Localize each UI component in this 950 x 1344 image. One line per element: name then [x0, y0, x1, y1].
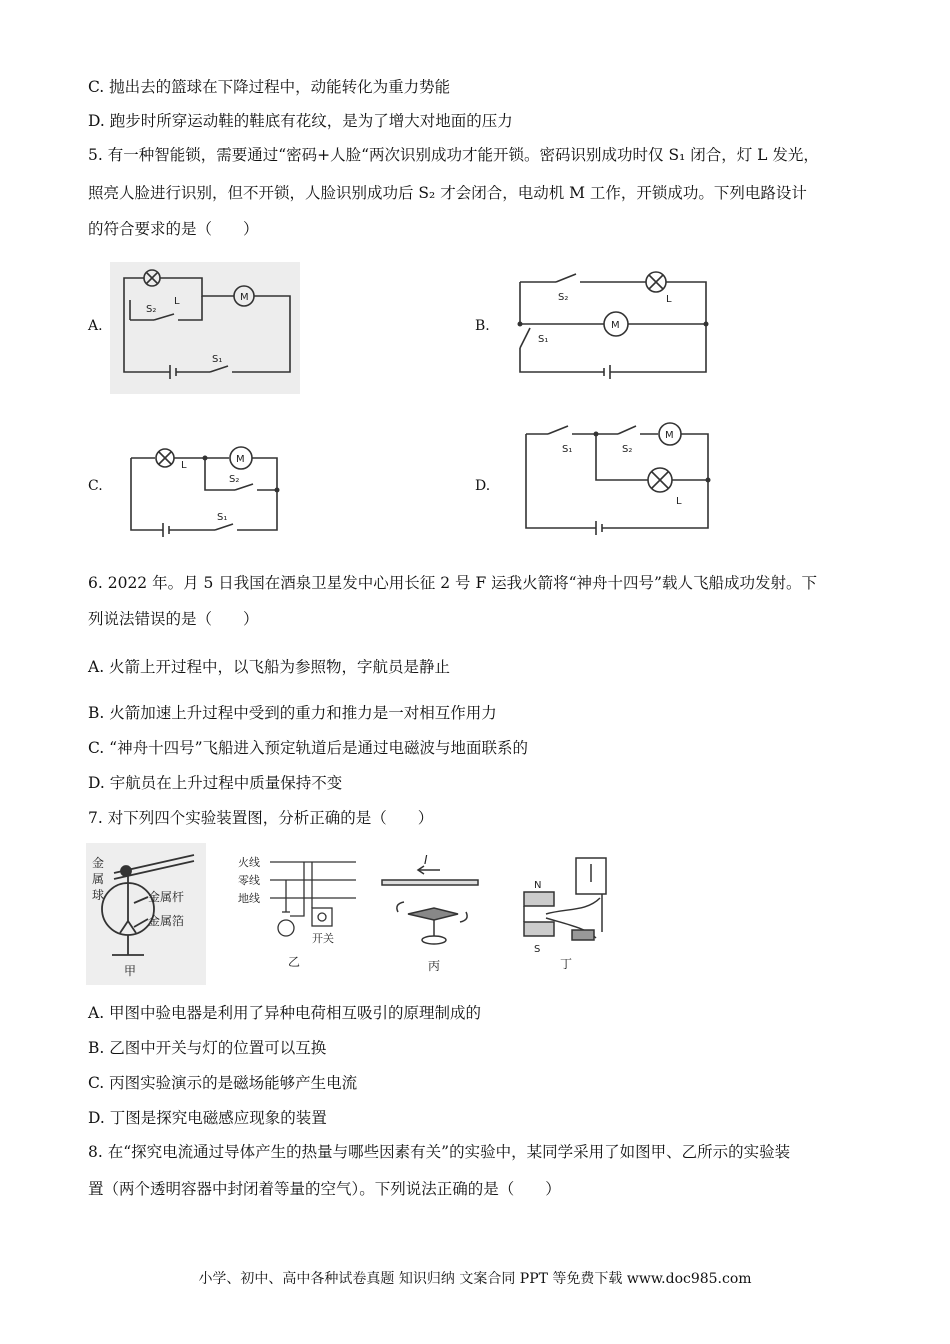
circuit-d-diagram [518, 420, 718, 538]
circuit-b-diagram [510, 262, 720, 394]
circuit-d-motor-label: M [665, 430, 674, 441]
circuit-a-s2-label: S₂ [146, 304, 157, 315]
q6-option-c: C. “神舟十四号”飞船进入预定轨道后是通过电磁波与地面联系的 [88, 739, 529, 757]
fig7-yi-neutral-label: 零线 [238, 874, 260, 887]
q6-option-a: A. 火箭上开过程中，以飞船为参照物，字航员是静止 [88, 658, 451, 676]
q7-option-b: B. 乙图中开关与灯的位置可以互换 [88, 1039, 327, 1057]
fig7-jia-foil-label: 金属箔 [148, 914, 185, 928]
q5-stem-line2: 照亮人脸进行识别，但不开锁，人脸识别成功后 S₂ 才会闭合，电动机 M 工作，开锁成功。下列电路设计 [88, 184, 807, 202]
fig7-bing-current-label: I [424, 853, 428, 867]
fig7-jia-ball-char3: 球 [92, 888, 105, 902]
circuit-b-s1-label: S₁ [538, 334, 549, 345]
q8-stem-line1: 8. 在“探究电流通过导体产生的热量与哪些因素有关”的实验中，某同学采用了如图甲、乙所示的实验装 [88, 1143, 791, 1161]
fig7-ding-s-label: S [534, 944, 541, 955]
fig7-jia-ball-char2: 属 [92, 872, 105, 886]
page-footer: 小学、初中、高中各种试卷真题 知识归纳 文案合同 PPT 等免费下载 www.doc985.com [198, 1271, 752, 1287]
fig7-yi-caption: 乙 [288, 955, 301, 969]
circuit-a-diagram [110, 262, 300, 394]
q7-option-c: C. 丙图实验演示的是磁场能够产生电流 [88, 1074, 358, 1092]
circuit-d-lamp-label: L [676, 496, 682, 507]
circuit-c-s2-label: S₂ [229, 474, 240, 485]
q5-option-a-label: A. [88, 318, 103, 334]
fig7-bing-caption: 丙 [428, 959, 441, 973]
q5-option-d-label: D. [475, 478, 491, 494]
fig7-yi-ground-label: 地线 [238, 892, 260, 905]
q6-option-b: B. 火箭加速上升过程中受到的重力和推力是一对相互作用力 [88, 704, 497, 722]
q8-stem-line2: 置（两个透明容器中封闭着等量的空气）。下列说法正确的是（ ） [88, 1180, 561, 1198]
circuit-a-s1-label: S₁ [212, 354, 223, 365]
q7-stem: 7. 对下列四个实验装置图，分析正确的是（ ） [88, 809, 434, 827]
q5-option-c-label: C. [88, 478, 103, 494]
q4-option-c: C. 抛出去的篮球在下降过程中，动能转化为重力势能 [88, 78, 451, 96]
q5-option-b-label: B. [475, 318, 490, 334]
fig7-electroscope [86, 843, 206, 985]
q5-stem-line1: 5. 有一种智能锁，需要通过“密码+人脸“两次识别成功才能开锁。密码识别成功时仅 S₁ 闭合，灯 L 发光， [88, 146, 819, 164]
circuit-b-motor-label: M [611, 320, 620, 331]
circuit-b-lamp-label: L [666, 294, 672, 305]
fig7-household-wiring [238, 850, 358, 980]
circuit-a-motor-label: M [240, 292, 249, 303]
fig7-ding-n-label: N [534, 880, 542, 891]
fig7-jia-ball-char1: 金 [92, 856, 105, 870]
circuit-c-motor-label: M [236, 454, 245, 465]
fig7-oersted-experiment [378, 852, 482, 976]
fig7-jia-rod-label: 金属杆 [148, 890, 185, 904]
q6-stem-line1: 6. 2022 年。月 5 日我国在酒泉卫星发中心用长征 2 号 F 运我火箭将“神舟十四号”载人飞船成功发射。下 [88, 574, 817, 592]
fig7-jia-caption: 甲 [124, 964, 137, 978]
circuit-a-lamp-label: L [174, 296, 180, 307]
circuit-b-s2-label: S₂ [558, 292, 569, 303]
circuit-c-s1-label: S₁ [217, 512, 228, 523]
q5-stem-line3: 的符合要求的是（ ） [88, 220, 259, 238]
fig7-ding-caption: 丁 [560, 957, 573, 971]
q4-option-d: D. 跑步时所穿运动鞋的鞋底有花纹，是为了增大对地面的压力 [88, 112, 513, 130]
fig7-induction-setup [516, 852, 616, 976]
q6-stem-line2: 列说法错误的是（ ） [88, 610, 259, 628]
circuit-d-s2-label: S₂ [622, 444, 633, 455]
circuit-c-diagram [125, 438, 285, 538]
q6-option-d: D. 宇航员在上升过程中质量保持不变 [88, 774, 343, 792]
circuit-c-lamp-label: L [181, 460, 187, 471]
fig7-yi-live-label: 火线 [238, 856, 260, 869]
q7-option-a: A. 甲图中验电器是利用了异种电荷相互吸引的原理制成的 [88, 1004, 482, 1022]
fig7-yi-switch-label: 开关 [312, 932, 334, 945]
q7-option-d: D. 丁图是探究电磁感应现象的装置 [88, 1109, 327, 1127]
circuit-d-s1-label: S₁ [562, 444, 573, 455]
